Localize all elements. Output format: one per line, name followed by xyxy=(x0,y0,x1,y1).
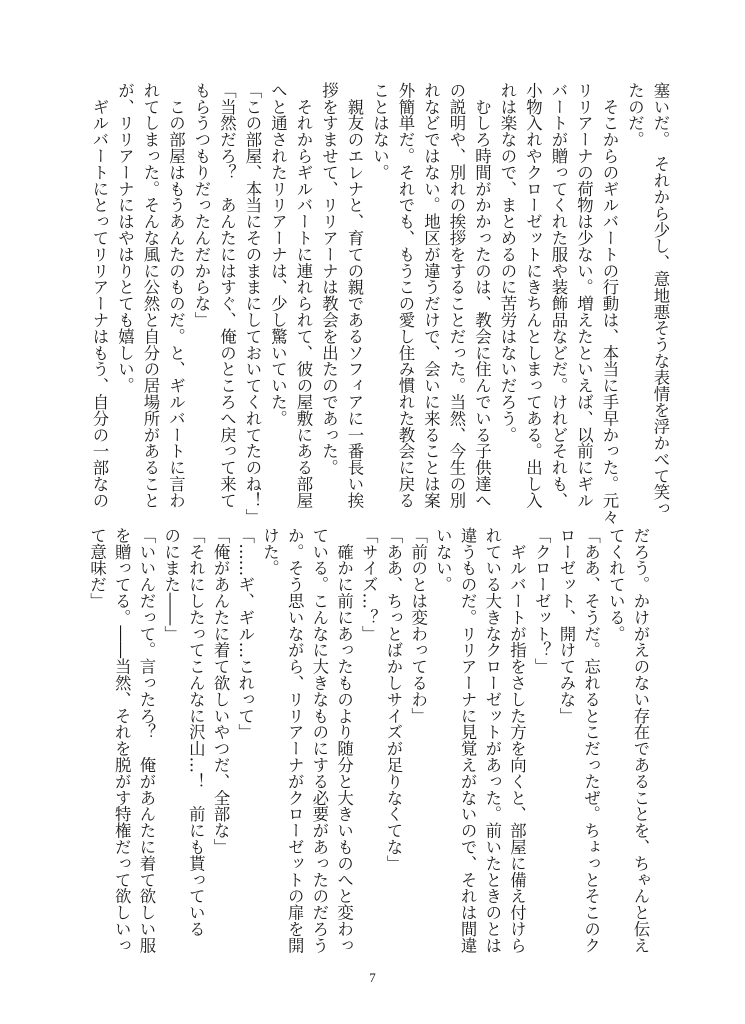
text-column: れなどではない。地区が違うだけで、会いに来ることは案 xyxy=(421,82,441,509)
text-column: を贈ってる。――当然、それを脱がす特権だって欲しいっ xyxy=(112,527,132,954)
text-column: けた。 xyxy=(260,527,280,577)
text-column: むしろ時間がかかったのは、教会に住んでいる子供達へ xyxy=(472,82,492,509)
text-column: てくれている。 xyxy=(606,527,626,642)
text-column: れている大きなクローゼットがあった。前いたときのとは xyxy=(482,527,502,954)
text-column: 拶をすませて、リリアーナは教会を出たのであった。 xyxy=(319,82,339,476)
text-column: ことはない。 xyxy=(370,82,390,181)
text-column: が、リリアーナにはやはりとても嬉しい。 xyxy=(115,82,135,394)
text-column: だろう。かけがえのない存在であることを、ちゃんと伝え xyxy=(631,527,650,954)
text-block-bottom xyxy=(84,527,652,954)
text-column: そこからのギルバートの行動は、本当に手早かった。元々 xyxy=(600,82,619,525)
text-column: それからギルバートに連れられて、彼の屋敷にある部屋 xyxy=(294,82,313,509)
text-column: 「それにしたってこんなに沢山…！ 前にも貰っている xyxy=(186,527,206,937)
text-column: 「前のとは変わってるわ」 xyxy=(408,527,428,724)
text-column: 「……ギ、ギル…これって」 xyxy=(235,527,255,741)
text-column: ギルバートにとってリリアーナはもう、自分の一部なの xyxy=(90,82,109,509)
text-column: 「クローゼット？」 xyxy=(532,527,552,675)
text-column: ギルバートが指をさした方を向くと、部屋に備え付けら xyxy=(507,527,527,954)
text-column: 外簡単だ。それでも、もうこの愛し住み慣れた教会に戻る xyxy=(396,82,415,509)
text-column: ている。こんなに大きなものにする必要があったのだろう xyxy=(309,527,329,954)
text-column: たのだ。 xyxy=(625,82,645,148)
text-column: 「ああ、そうだ。忘れるとこだったぜ。ちょっとそこのク xyxy=(581,527,601,954)
text-column: もらうつもりだったんだからな」 xyxy=(192,82,211,328)
text-column: 親友のエレナと、育ての親であるソフィアに一番長い挨 xyxy=(345,82,364,509)
text-column: いない。 xyxy=(433,527,453,593)
text-column: バートが贈ってくれた服や装飾品などだ。けれどそれも、 xyxy=(549,82,568,509)
text-column: 「当然だろ？ あんたにはすぐ、俺のところへ戻って来て xyxy=(217,82,237,509)
text-column: 「俺があんたに着て欲しいやつだ、全部な」 xyxy=(211,527,231,855)
text-column: 「サイズ…？」 xyxy=(359,527,379,642)
text-column: のにまた――」 xyxy=(161,527,181,642)
text-column: 塞いだ。 それから少し、意地悪そうな表情を浮かべて笑っ xyxy=(651,82,670,517)
text-column: 確かに前にあったものより随分と大きいものへと変わっ xyxy=(334,527,354,954)
text-column: れは楽なので、まとめるのに苦労はないだろう。 xyxy=(498,82,517,443)
text-column: れてしまった。そんな風に公然と自分の居場所があること xyxy=(141,82,160,509)
text-column: か。そう思いながら、リリアーナがクローゼットの扉を開 xyxy=(285,527,305,954)
text-column: 「ああ、ちっとばかしサイズが足りなくてな」 xyxy=(383,527,403,872)
text-column: 小物入れやクローゼットにきちんとしまってある。出し入 xyxy=(523,82,543,509)
text-column: 違うものだ。リリアーナに見覚えがないので、それは間違 xyxy=(458,527,478,954)
text-column: て意味だ」 xyxy=(87,527,107,609)
page-number: 7 xyxy=(369,970,376,985)
text-column: ローゼット、開けてみな」 xyxy=(556,527,576,724)
text-column: へと通されたリリアーナは、少し驚いていた。 xyxy=(268,82,288,427)
text-column: の説明や、別れの挨拶をすることだった。当然、今生の別 xyxy=(447,82,466,509)
text-column: リリアーナの荷物は少ない。増えたといえば、以前にギル xyxy=(574,82,594,509)
text-column: この部屋はもうあんたのものだ。と、ギルバートに言わ xyxy=(166,82,186,509)
text-block-top xyxy=(87,82,674,525)
text-column: 「この部屋、本当にそのままにしておいてくれてたのね！」 xyxy=(243,82,262,525)
text-column: 「いいんだって。言ったろ？ 俺があんたに着て欲しい服 xyxy=(136,527,156,954)
